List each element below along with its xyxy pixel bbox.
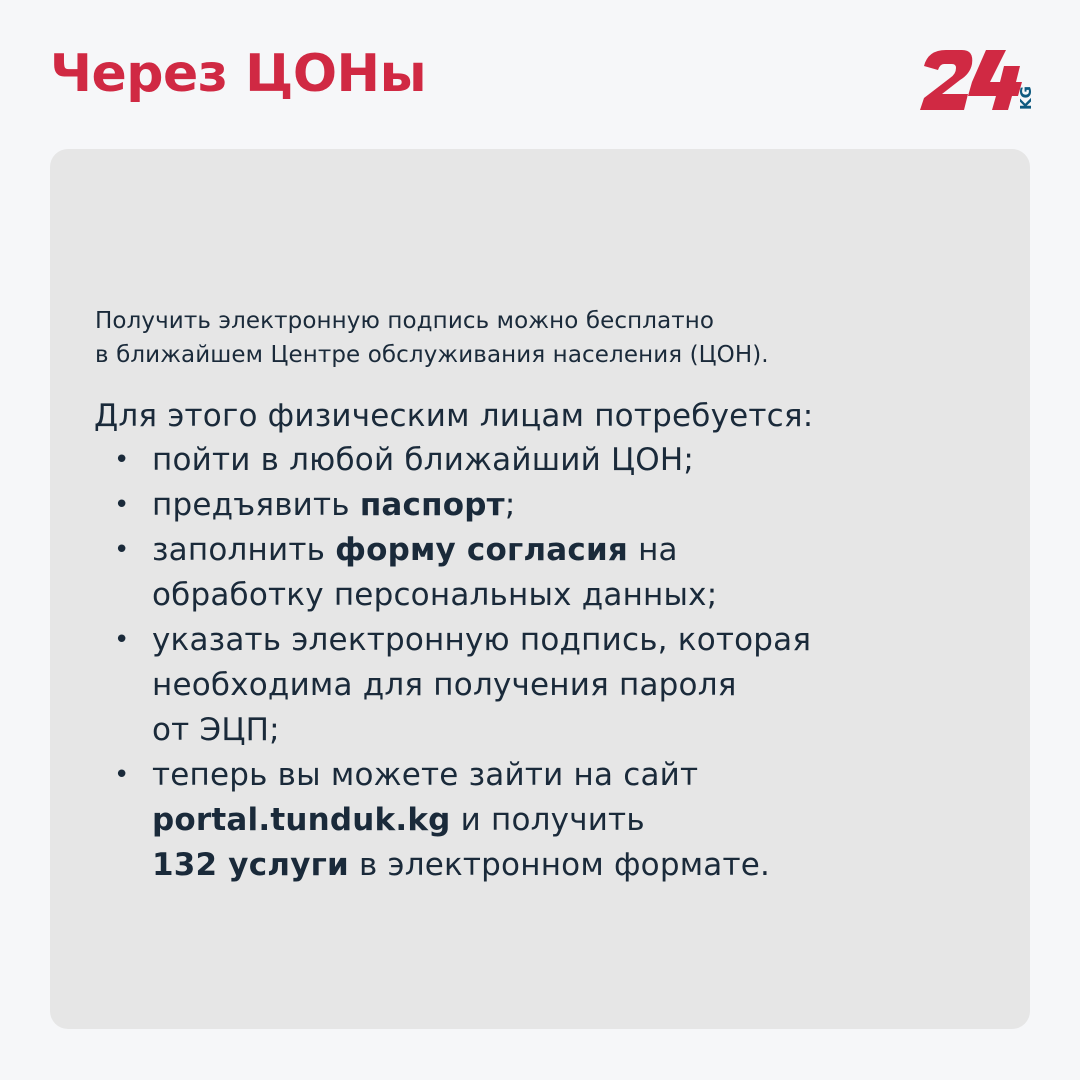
bullet-line-2: обработку персональных данных; (152, 577, 718, 613)
bullet-line-3: от ЭЦП; (152, 712, 280, 748)
list-item (94, 618, 811, 753)
intro-line-1: Получить электронную подпись можно бесплатно (95, 308, 715, 334)
bullet-line-1 (152, 528, 811, 573)
requirements-heading: Для этого физическим лицам потребуется: (94, 398, 814, 434)
intro-text (95, 304, 769, 372)
bullet-line-2: необходима для получения пароля (152, 667, 737, 703)
info-card (50, 149, 1030, 1029)
requirements-list (94, 438, 811, 888)
bullet-text-pre: предъявить (152, 487, 360, 523)
page-title: Через ЦОНы (50, 44, 427, 104)
logo-mark (920, 50, 1022, 110)
bullet-text-post: в электронном формате. (348, 847, 771, 883)
logo-24kg (920, 46, 1035, 116)
logo-kg-text: KG (1017, 86, 1035, 110)
portal-link-text: portal.tunduk.kg (152, 802, 451, 838)
bullet-line-3 (152, 843, 811, 888)
bullet-bold-consent-form: форму согласия (335, 532, 629, 568)
bullet-text-post: ; (504, 487, 516, 523)
bullet-text: пойти в любой ближайший ЦОН; (152, 442, 695, 478)
intro-line-2: в ближайшем Центре обслуживания населения (ЦОН). (95, 342, 769, 368)
bullet-line-1: • указать электронную подпись, которая (152, 622, 812, 658)
bullet-text-pre: заполнить (152, 532, 336, 568)
bullet-bold-passport: паспорт (359, 487, 505, 523)
list-item (94, 753, 811, 888)
bullet-text-post: и получить (450, 802, 645, 838)
services-count-text: 132 услуги (152, 847, 349, 883)
bullet-text-post: на (628, 532, 678, 568)
bullet-line-1: • теперь вы можете зайти на сайт (152, 757, 699, 793)
bullet-line-2 (152, 798, 811, 843)
list-item (94, 438, 811, 483)
list-item (94, 483, 811, 528)
list-item (94, 528, 811, 618)
